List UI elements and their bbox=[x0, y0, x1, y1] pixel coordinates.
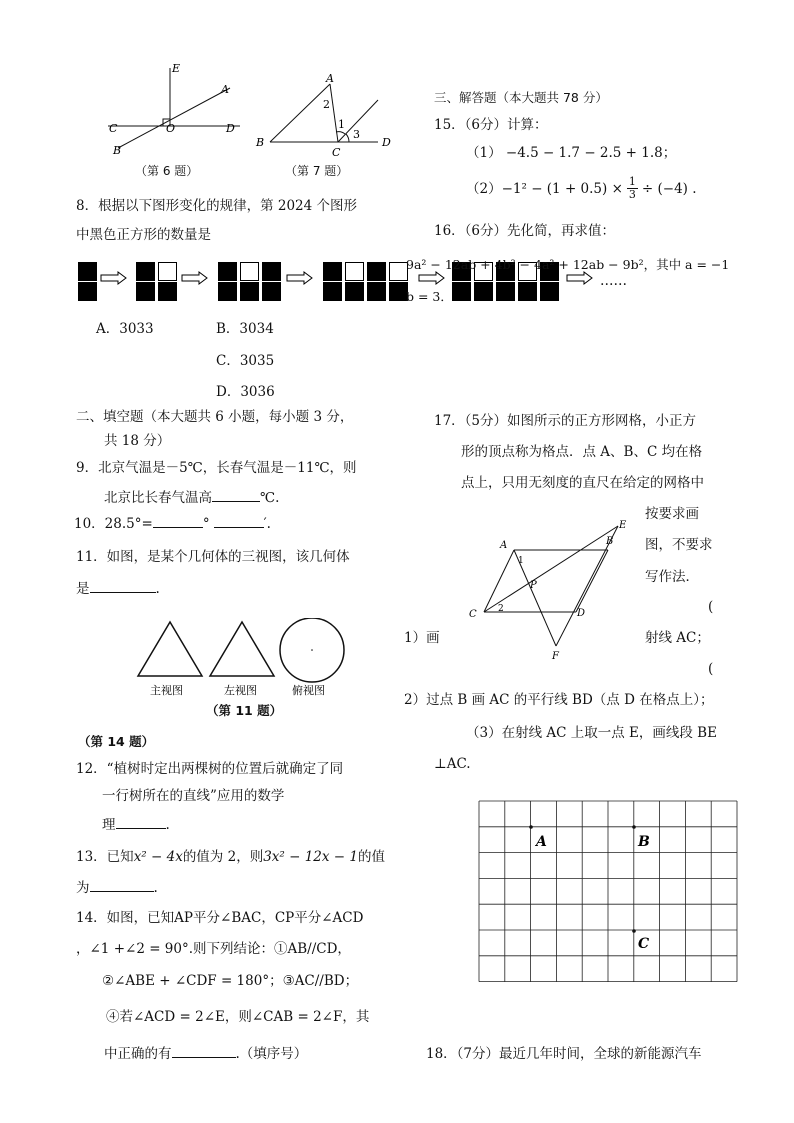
section3-heading: 三、解答题（本大题共 78 分） bbox=[434, 90, 608, 105]
q8-ellipsis: …… bbox=[600, 273, 627, 289]
side-view-label: 左视图 bbox=[224, 684, 257, 697]
fig14-label-f: F bbox=[552, 651, 559, 662]
q17-line1: 17．（5分）如图所示的正方形网格，小正方 bbox=[434, 413, 697, 429]
q12-line3 bbox=[102, 814, 170, 834]
q16-title: 16．（6分）先化简，再求值： bbox=[434, 223, 616, 239]
q11-line2-pre: 是 bbox=[76, 581, 90, 597]
top-view-label: 俯视图 bbox=[292, 684, 325, 697]
fig14-label-1: 1 bbox=[518, 556, 524, 566]
q13-line2 bbox=[76, 877, 158, 897]
q17-line4: 按要求画 bbox=[645, 506, 699, 522]
q13-line1 bbox=[76, 848, 385, 866]
q10-degree-blank[interactable] bbox=[153, 513, 203, 528]
q17-paren-2: ( bbox=[708, 661, 714, 677]
q17-grid[interactable] bbox=[478, 800, 740, 982]
q17-sub1-post: 射线 AC； bbox=[645, 630, 710, 646]
q9-line2-post: ℃. bbox=[260, 490, 280, 506]
q14-line5 bbox=[104, 1043, 307, 1063]
q13-line1-post: 的值 bbox=[358, 849, 385, 865]
q15-part1: （1） −4.5 − 1.7 − 2.5 + 1.8； bbox=[466, 145, 677, 161]
fig14-label-d: D bbox=[577, 608, 586, 619]
fig7-label-a: A bbox=[326, 72, 334, 85]
grid-label-a: A bbox=[536, 834, 547, 850]
section2-heading-line1: 二、填空题（本大题共 6 小题，每小题 3 分， bbox=[76, 409, 354, 425]
q12-line3-pre: 理 bbox=[102, 817, 116, 833]
q17-paren-1: ( bbox=[708, 599, 714, 615]
q12-line3-post: . bbox=[165, 817, 170, 833]
right-arrow-icon bbox=[286, 271, 314, 285]
q14-line5-pre: 中正确的有 bbox=[104, 1046, 172, 1062]
fig6-label-o: O bbox=[166, 122, 176, 135]
q13-line1-pre: 13．已知 bbox=[76, 849, 134, 865]
q15-part2-post: ÷ (−4) . bbox=[641, 180, 697, 197]
q10-post: ′. bbox=[263, 516, 271, 532]
q9-answer-blank[interactable] bbox=[212, 487, 260, 502]
fig6-label-c: C bbox=[109, 122, 118, 135]
q14-line5-post: .（填序号） bbox=[235, 1046, 308, 1062]
q11-line2-post: . bbox=[155, 581, 160, 597]
q13-expr2: 3x² − 12x − 1 bbox=[263, 849, 358, 865]
fig14-label-a: A bbox=[500, 540, 508, 551]
q8-option-a[interactable]: A．3033 bbox=[96, 321, 154, 337]
q16-line2: b = 3． bbox=[406, 289, 453, 304]
q8-line2: 中黑色正方形的数量是 bbox=[76, 227, 211, 243]
fig11-caption: （第 11 题） bbox=[206, 703, 283, 718]
fig14-label-p: P bbox=[530, 580, 537, 591]
q12-line2: 一行树所在的直线”应用的数学 bbox=[102, 788, 285, 804]
fig6-label-b: B bbox=[113, 144, 122, 157]
fig7-label-b: B bbox=[256, 136, 265, 149]
q10-mid: ° bbox=[202, 516, 210, 532]
grid-label-b: B bbox=[638, 834, 650, 850]
q15-fraction-num: 1 bbox=[628, 175, 636, 188]
q17-sub2: 2）过点 B 画 AC 的平行线 BD（点 D 在格点上）； bbox=[404, 692, 714, 708]
q13-line2-pre: 为 bbox=[76, 880, 90, 896]
q14-line4: ④若∠ACD = 2∠E，则∠CAB = 2∠F，其 bbox=[106, 1009, 370, 1025]
fig14-label-b: B bbox=[606, 536, 614, 547]
q11-answer-blank[interactable] bbox=[90, 578, 156, 593]
q15-part2 bbox=[466, 176, 697, 201]
q17-sub3: （3）在射线 AC 上取一点 E，画线段 BE bbox=[466, 725, 717, 741]
fig6-label-e: E bbox=[172, 62, 181, 75]
fig7-label-3: 3 bbox=[353, 128, 360, 141]
q13-answer-blank[interactable] bbox=[90, 877, 154, 892]
q12-line1: 12．“植树时定出两棵树的位置后就确定了同 bbox=[76, 761, 344, 777]
q12-answer-blank[interactable] bbox=[116, 814, 166, 829]
fig7-label-1: 1 bbox=[338, 118, 345, 131]
figure-7-diagram bbox=[250, 70, 400, 160]
q17-line5: 图，不要求 bbox=[645, 537, 713, 553]
q11-line2 bbox=[76, 578, 160, 598]
q13-expr1: x² − 4x bbox=[133, 849, 183, 865]
q18-line1: 18．（7分）最近几年时间，全球的新能源汽车 bbox=[426, 1046, 702, 1062]
q10-pre: 10．28.5°= bbox=[74, 516, 153, 532]
q16-expression: 9a² − 12ab + 4b² − 4a² + 12ab − 9b²，其中 a = −1 bbox=[406, 257, 730, 272]
q10-line bbox=[74, 513, 271, 533]
q17-line3: 点上，只用无刻度的直尺在给定的网格中 bbox=[461, 475, 704, 491]
fig7-label-2: 2 bbox=[323, 98, 330, 111]
q15-title: 15．（6分）计算： bbox=[434, 117, 548, 133]
q17-line2: 形的顶点称为格点．点 A、B、C 均在格 bbox=[461, 444, 703, 460]
q15-part2-pre: （2）−1² − (1 + 0.5) × bbox=[466, 180, 623, 197]
fig6-label-a: A bbox=[221, 83, 229, 96]
q11-line1: 11．如图，是某个几何体的三视图，该几何体 bbox=[76, 549, 350, 565]
q8-option-b[interactable]: B．3034 bbox=[216, 321, 274, 337]
q9-line2-pre: 北京比长春气温高 bbox=[104, 490, 212, 506]
q15-fraction bbox=[627, 176, 638, 201]
figure-6-diagram bbox=[100, 60, 250, 160]
figure-14-diagram bbox=[460, 518, 640, 666]
fig7-label-d: D bbox=[382, 136, 391, 149]
q10-minute-blank[interactable] bbox=[214, 513, 264, 528]
q17-sub3-b: ⊥AC. bbox=[434, 756, 471, 772]
fig14-label-e: E bbox=[619, 520, 627, 531]
q17-line6: 写作法． bbox=[645, 569, 699, 585]
fig7-caption: （第 7 题） bbox=[285, 164, 349, 178]
grid-label-c: C bbox=[638, 936, 650, 952]
fig6-caption: （第 6 题） bbox=[135, 164, 199, 178]
front-view-label: 主视图 bbox=[150, 684, 183, 697]
q17-sub1-pre: 1）画 bbox=[404, 630, 440, 646]
right-arrow-icon bbox=[100, 271, 128, 285]
q13-line2-post: . bbox=[153, 880, 158, 896]
q8-option-d[interactable]: D．3036 bbox=[216, 384, 275, 400]
section2-heading-line2: 共 18 分） bbox=[104, 433, 171, 449]
fig14-label-c: C bbox=[469, 609, 477, 620]
q9-line1: 9．北京气温是－5℃，长春气温是－11℃，则 bbox=[76, 460, 357, 476]
q15-fraction-den: 3 bbox=[628, 188, 636, 201]
fig14-caption: （第 14 题） bbox=[78, 734, 155, 749]
fig14-label-2: 2 bbox=[498, 604, 504, 614]
fig7-label-c: C bbox=[332, 146, 341, 159]
q13-line1-mid: 的值为 2，则 bbox=[182, 849, 264, 865]
q14-answer-blank[interactable] bbox=[172, 1043, 236, 1058]
q14-line2: ，∠1 +∠2 = 90°.则下列结论：①AB//CD， bbox=[76, 941, 351, 957]
q14-line3: ②∠ABE + ∠CDF = 180°；③AC//BD； bbox=[102, 973, 359, 989]
three-view-figure bbox=[132, 618, 362, 700]
fig6-label-d: D bbox=[226, 122, 235, 135]
right-arrow-icon bbox=[181, 271, 209, 285]
q9-line2 bbox=[104, 487, 279, 507]
q8-line1: 8．根据以下图形变化的规律，第 2024 个图形 bbox=[76, 198, 358, 214]
q8-option-c[interactable]: C．3035 bbox=[216, 353, 275, 369]
q14-line1: 14．如图，已知AP平分∠BAC，CP平分∠ACD bbox=[76, 910, 364, 926]
